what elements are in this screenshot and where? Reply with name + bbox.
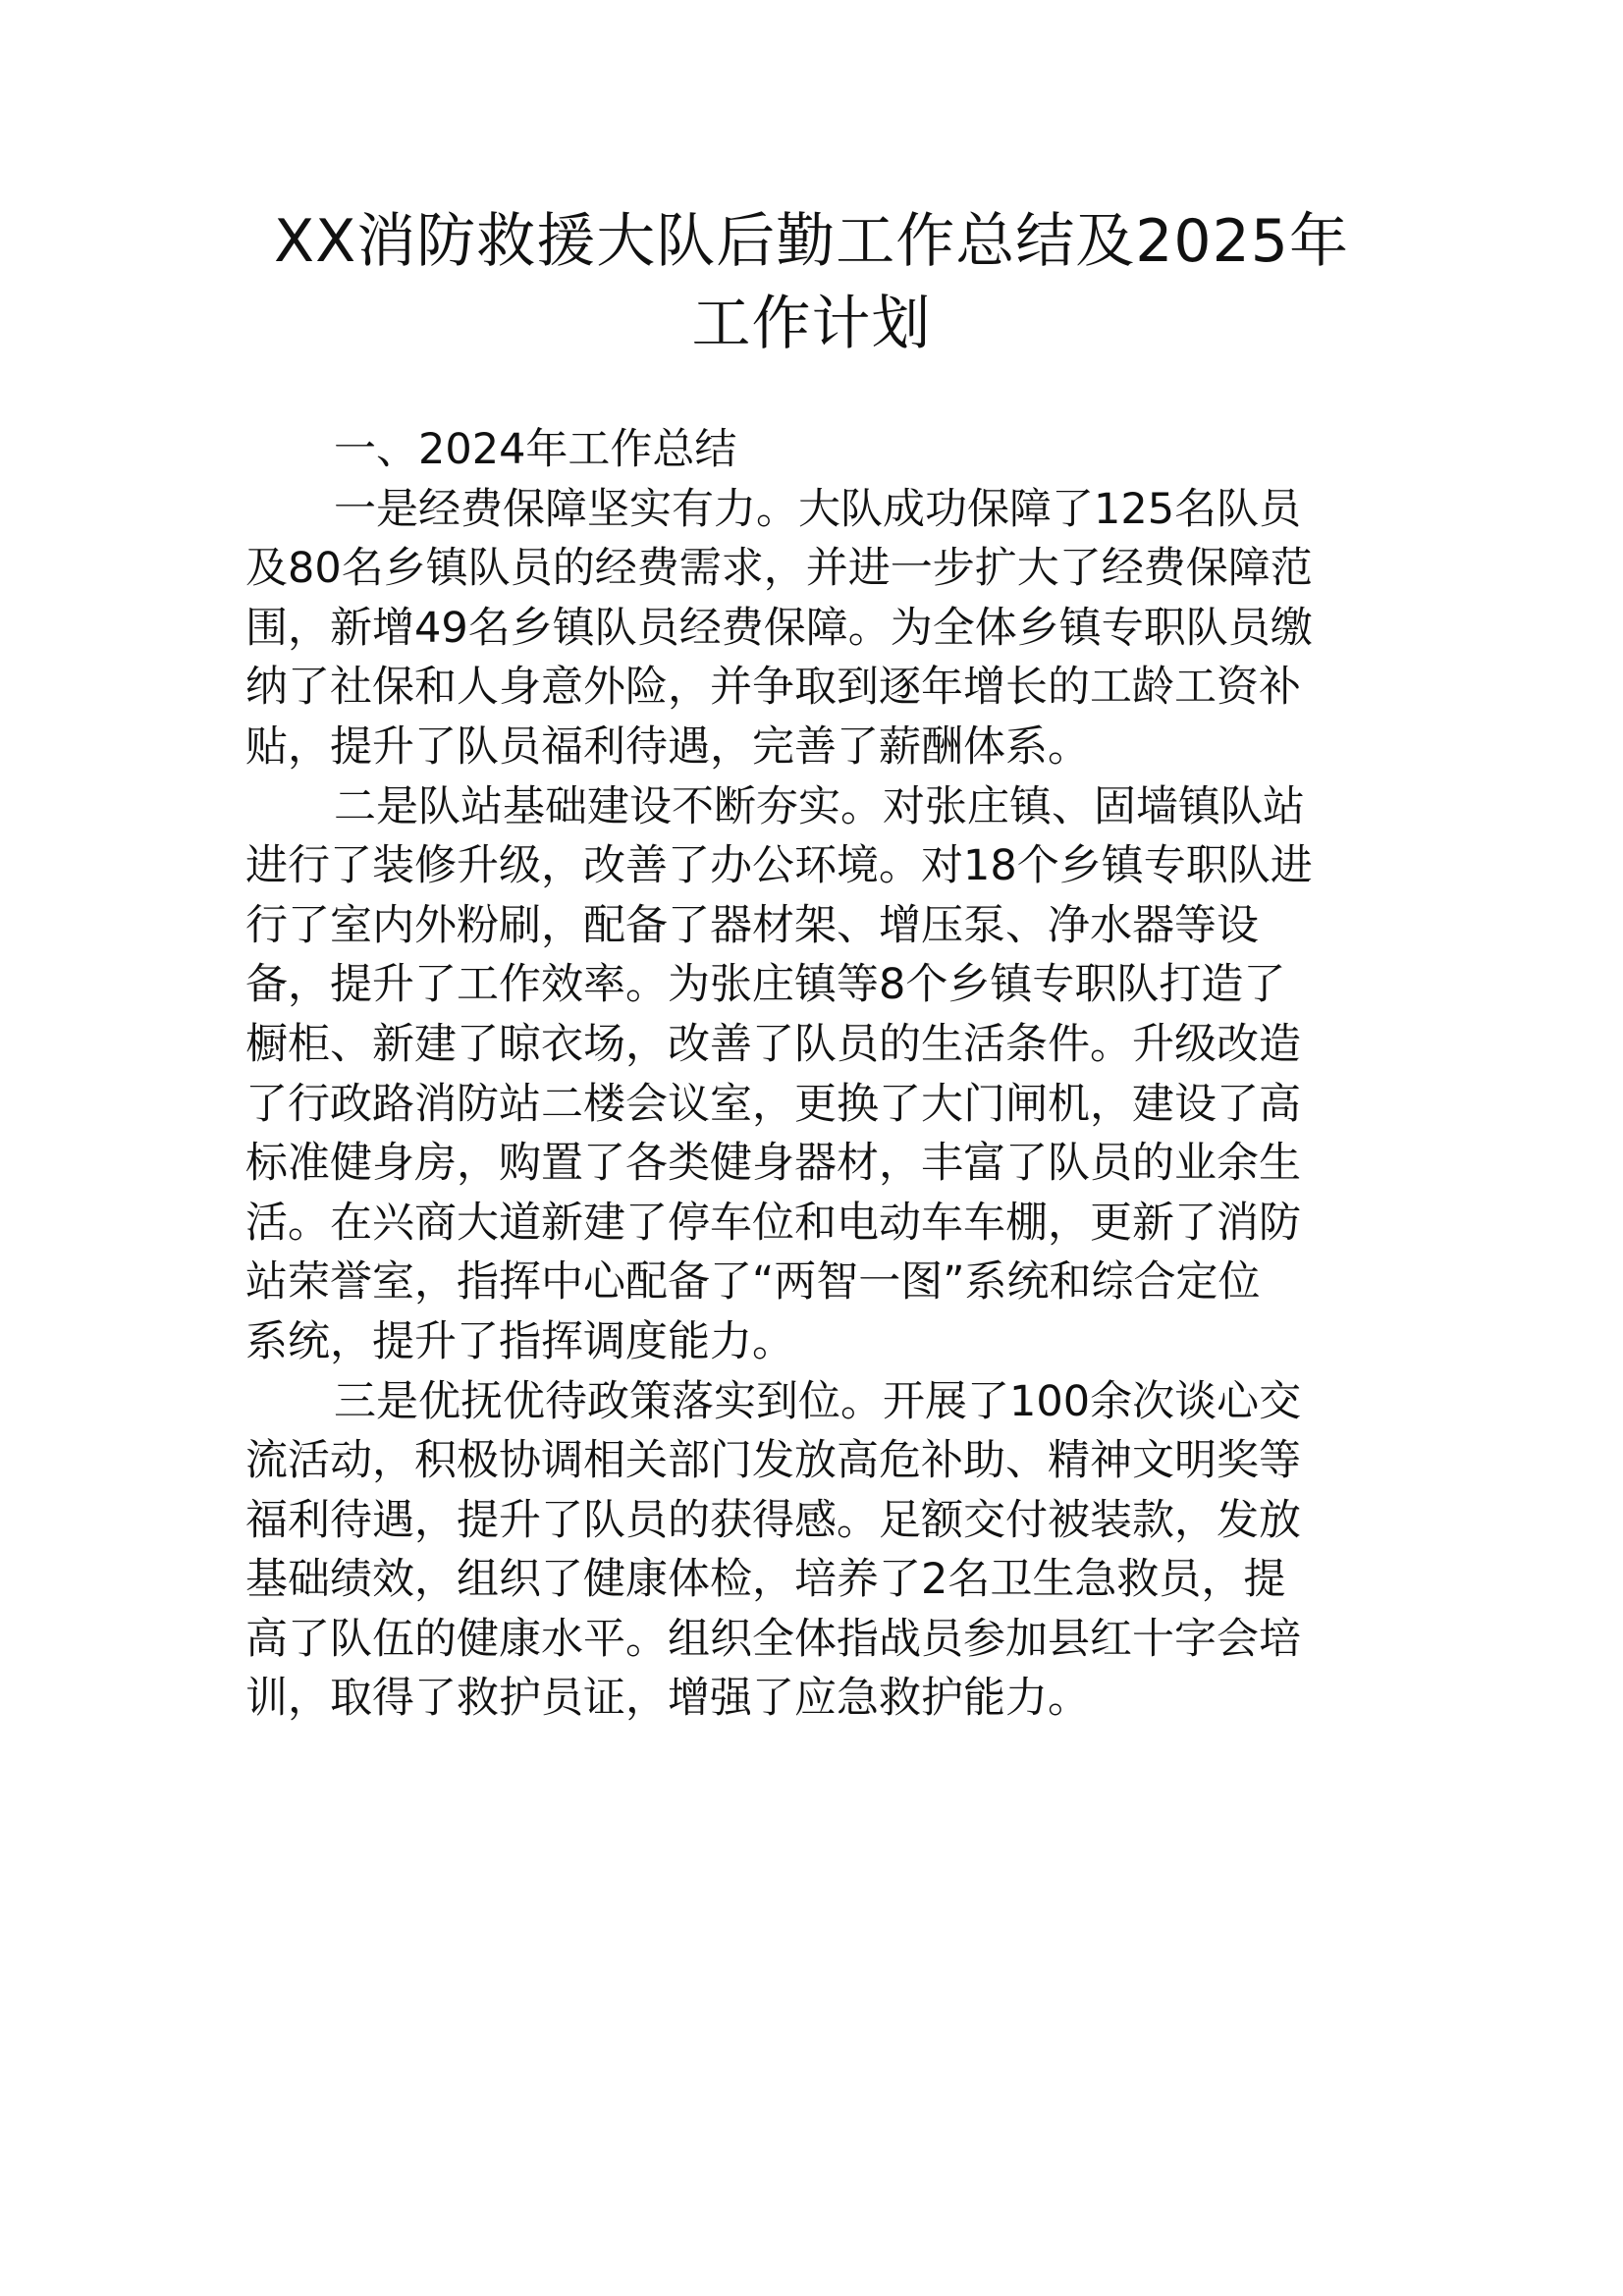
paragraph-line: 一是经费保障坚实有力。大队成功保障了125名队员	[334, 484, 1302, 534]
document-body	[245, 420, 1384, 1729]
paragraph-line: 流活动，积极协调相关部门发放高危补助、精神文明奖等	[245, 1436, 1301, 1486]
paragraph-line: 活。在兴商大道新建了停车位和电动车车棚，更新了消防	[245, 1198, 1301, 1248]
paragraph-line: 福利待遇，提升了队员的获得感。足额交付被装款，发放	[245, 1495, 1301, 1545]
paragraph-line: 系统，提升了指挥调度能力。	[245, 1316, 794, 1366]
paragraph-welfare	[245, 1372, 1384, 1730]
paragraph-line: 围，新增49名乡镇队员经费保障。为全体乡镇专职队员缴	[245, 603, 1313, 653]
paragraph-line: 基础绩效，组织了健康体检，培养了2名卫生急救员，提	[245, 1555, 1286, 1605]
paragraph-line: 了行政路消防站二楼会议室，更换了大门闸机，建设了高	[245, 1079, 1301, 1129]
title-line-1: XX消防救援大队后勤工作总结及2025年	[274, 207, 1349, 276]
paragraph-line: 备，提升了工作效率。为张庄镇等8个乡镇专职队打造了	[245, 960, 1286, 1010]
paragraph-funding	[245, 480, 1384, 777]
document-title	[236, 200, 1387, 365]
paragraph-infrastructure	[245, 777, 1384, 1372]
paragraph-line: 纳了社保和人身意外险，并争取到逐年增长的工龄工资补	[245, 663, 1301, 713]
paragraph-line: 三是优抚优待政策落实到位。开展了100余次谈心交	[334, 1376, 1302, 1426]
section-heading: 一、2024年工作总结	[334, 425, 737, 474]
paragraph-line: 及80名乡镇队员的经费需求，并进一步扩大了经费保障范	[245, 544, 1313, 594]
paragraph-line: 二是队站基础建设不断夯实。对张庄镇、固墙镇队站	[334, 781, 1305, 831]
paragraph-line: 高了队伍的健康水平。组织全体指战员参加县红十字会培	[245, 1614, 1301, 1664]
paragraph-line: 进行了装修升级，改善了办公环境。对18个乡镇专职队进	[245, 841, 1313, 891]
paragraph-line: 贴，提升了队员福利待遇，完善了薪酬体系。	[245, 721, 1090, 772]
paragraph-line: 站荣誉室，指挥中心配备了“两智一图”系统和综合定位	[245, 1257, 1261, 1308]
title-line-2: 工作计划	[691, 290, 932, 358]
paragraph-line: 行了室内外粉刷，配备了器材架、增压泵、净水器等设	[245, 900, 1259, 950]
paragraph-line: 训，取得了救护员证，增强了应急救护能力。	[245, 1674, 1090, 1724]
paragraph-line: 标准健身房，购置了各类健身器材，丰富了队员的业余生	[245, 1139, 1301, 1189]
paragraph-line: 橱柜、新建了晾衣场，改善了队员的生活条件。升级改造	[245, 1019, 1301, 1069]
